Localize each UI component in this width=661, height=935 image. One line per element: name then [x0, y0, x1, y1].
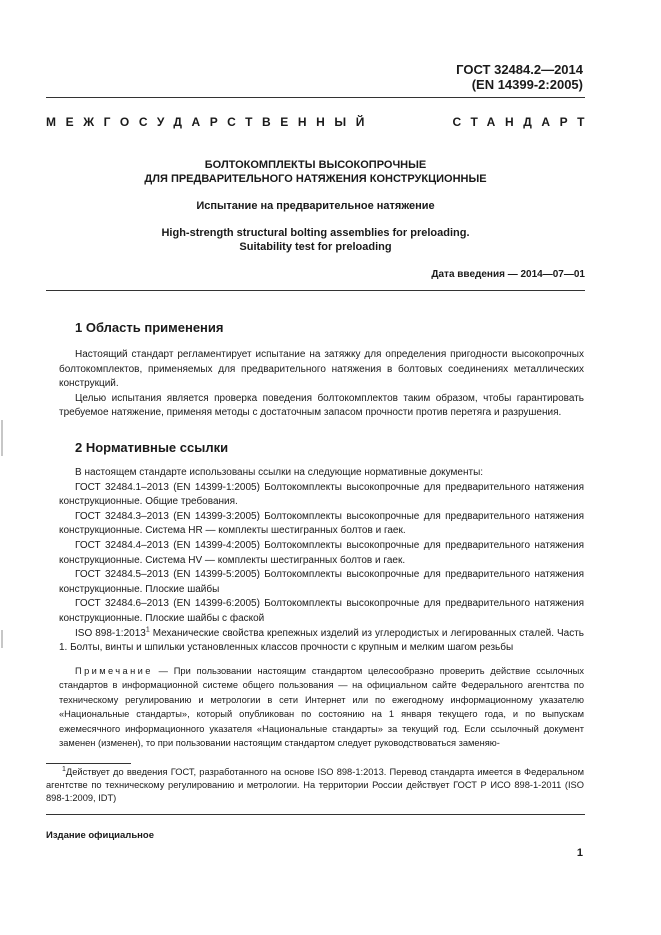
standard-code-en: (EN 14399-2:2005)	[471, 77, 583, 92]
footnote	[46, 766, 584, 805]
footnote-marker: 1	[145, 626, 150, 634]
normative-reference: ГОСТ 32484.3–2013 (EN 14399-3:2005) Болтокомплекты высокопрочные для предварительного натяжения конструкционные. Система HR — комплекты шестигранных болтов и гаек.	[59, 510, 584, 537]
footnote-marker: 1	[62, 765, 66, 773]
note-label: Примечание	[75, 665, 153, 676]
normative-reference: ГОСТ 32484.1–2013 (EN 14399-1:2005) Болтокомплекты высокопрочные для предварительного натяжения конструкционные. Общие требования.	[59, 481, 584, 508]
normative-reference: ГОСТ 32484.6–2013 (EN 14399-6:2005) Болтокомплекты высокопрочные для предварительного натяжения конструкционные. Плоские шайбы с фаской	[59, 598, 584, 624]
section-2-body	[59, 466, 584, 760]
standard-code-gost: ГОСТ 32484.2—2014	[456, 62, 583, 77]
normative-reference-iso	[59, 627, 584, 656]
english-title-line-1: High-strength structural bolting assemblies for preloading.	[161, 227, 470, 239]
paragraph: Настоящий стандарт регламентирует испытание на затяжку для определения пригодности высокопрочных болтокомплектов, применяемых для предварительного натяжения в болтовых соединениях металлических конструкций.	[59, 349, 584, 390]
iso-reference-code: ISO 898-1:2013	[75, 627, 146, 639]
note-text: — При пользовании настоящим стандартом целесообразно проверить действие ссылочных стандартов в информационной системе общего пользования — на официальном сайте Федерального агентства по техническому регулированию и метрологии в сети Интернет или по ежегодному информационному указателю «Национальные стандарты», который опубликован по состоянию на 1 января текущего года, и по выпускам ежемесячного информационного указателя «Национальные стандарты» за текущий год. Если ссылочный документ заменен (изменен), то при пользовании настоящим стандартом следует руководствоваться заменяю-	[59, 665, 584, 749]
document-subtitle: Испытание на предварительное натяжение	[196, 200, 435, 212]
header-rule	[46, 97, 585, 98]
scan-margin-mark	[1, 420, 3, 456]
paragraph: В настоящем стандарте использованы ссылки на следующие нормативные документы:	[75, 467, 484, 478]
english-title-line-2: Suitability test for preloading	[239, 241, 392, 253]
title-block-rule	[46, 290, 585, 291]
footnote-rule	[46, 763, 131, 764]
section-2-heading: 2 Нормативные ссылки	[75, 440, 229, 455]
title-line-2: ДЛЯ ПРЕДВАРИТЕЛЬНОГО НАТЯЖЕНИЯ КОНСТРУКЦИОННЫЕ	[144, 173, 487, 185]
introduction-date: Дата введения — 2014—07—01	[431, 269, 585, 280]
paragraph: Целью испытания является проверка поведения болтокомплектов таким образом, чтобы гарантировать требуемое натяжение, применяя методы с достаточным запасом прочности против перетяга и разрушения.	[59, 392, 584, 419]
banner-word-standard: СТАНДАРТ	[452, 115, 594, 129]
normative-reference: ГОСТ 32484.4–2013 (EN 14399-4:2005) Болтокомплекты высокопрочные для предварительного натяжения конструкционные. Система HV — комплекты шестигранных болтов и гаек.	[59, 539, 584, 566]
section-1-body	[59, 348, 584, 421]
normative-reference: ГОСТ 32484.5–2013 (EN 14399-5:2005) Болтокомплекты высокопрочные для предварительного натяжения конструкционные. Плоские шайбы	[59, 569, 584, 595]
note-paragraph	[59, 664, 584, 751]
scan-margin-mark	[1, 630, 3, 648]
standard-code	[456, 62, 583, 92]
section-1-heading: 1 Область применения	[75, 320, 224, 335]
title-line-1: БОЛТОКОМПЛЕКТЫ ВЫСОКОПРОЧНЫЕ	[204, 159, 427, 171]
english-title	[46, 226, 585, 254]
iso-reference-title: Механические свойства крепежных изделий из углеродистых и легированных сталей. Часть 1. Болты, винты и шпильки установленных классов прочности с крупным и мелким шагом резьбы	[59, 627, 584, 654]
footnote-text: Действует до введения ГОСТ, разработанного на основе ISO 898-1:2013. Перевод стандарта имеется в Федеральном агентстве по техническому регулированию и метрологии. На территории России действует ГОСТ Р ИСО 898-1-2011 (ISO 898-1:2009, IDT)	[46, 767, 584, 803]
footer-rule	[46, 814, 585, 815]
document-title	[46, 158, 585, 186]
official-edition-label: Издание официальное	[46, 830, 154, 841]
page-number: 1	[576, 847, 583, 859]
banner-word-interstate: МЕЖГОСУДАРСТВЕННЫЙ	[46, 115, 374, 129]
